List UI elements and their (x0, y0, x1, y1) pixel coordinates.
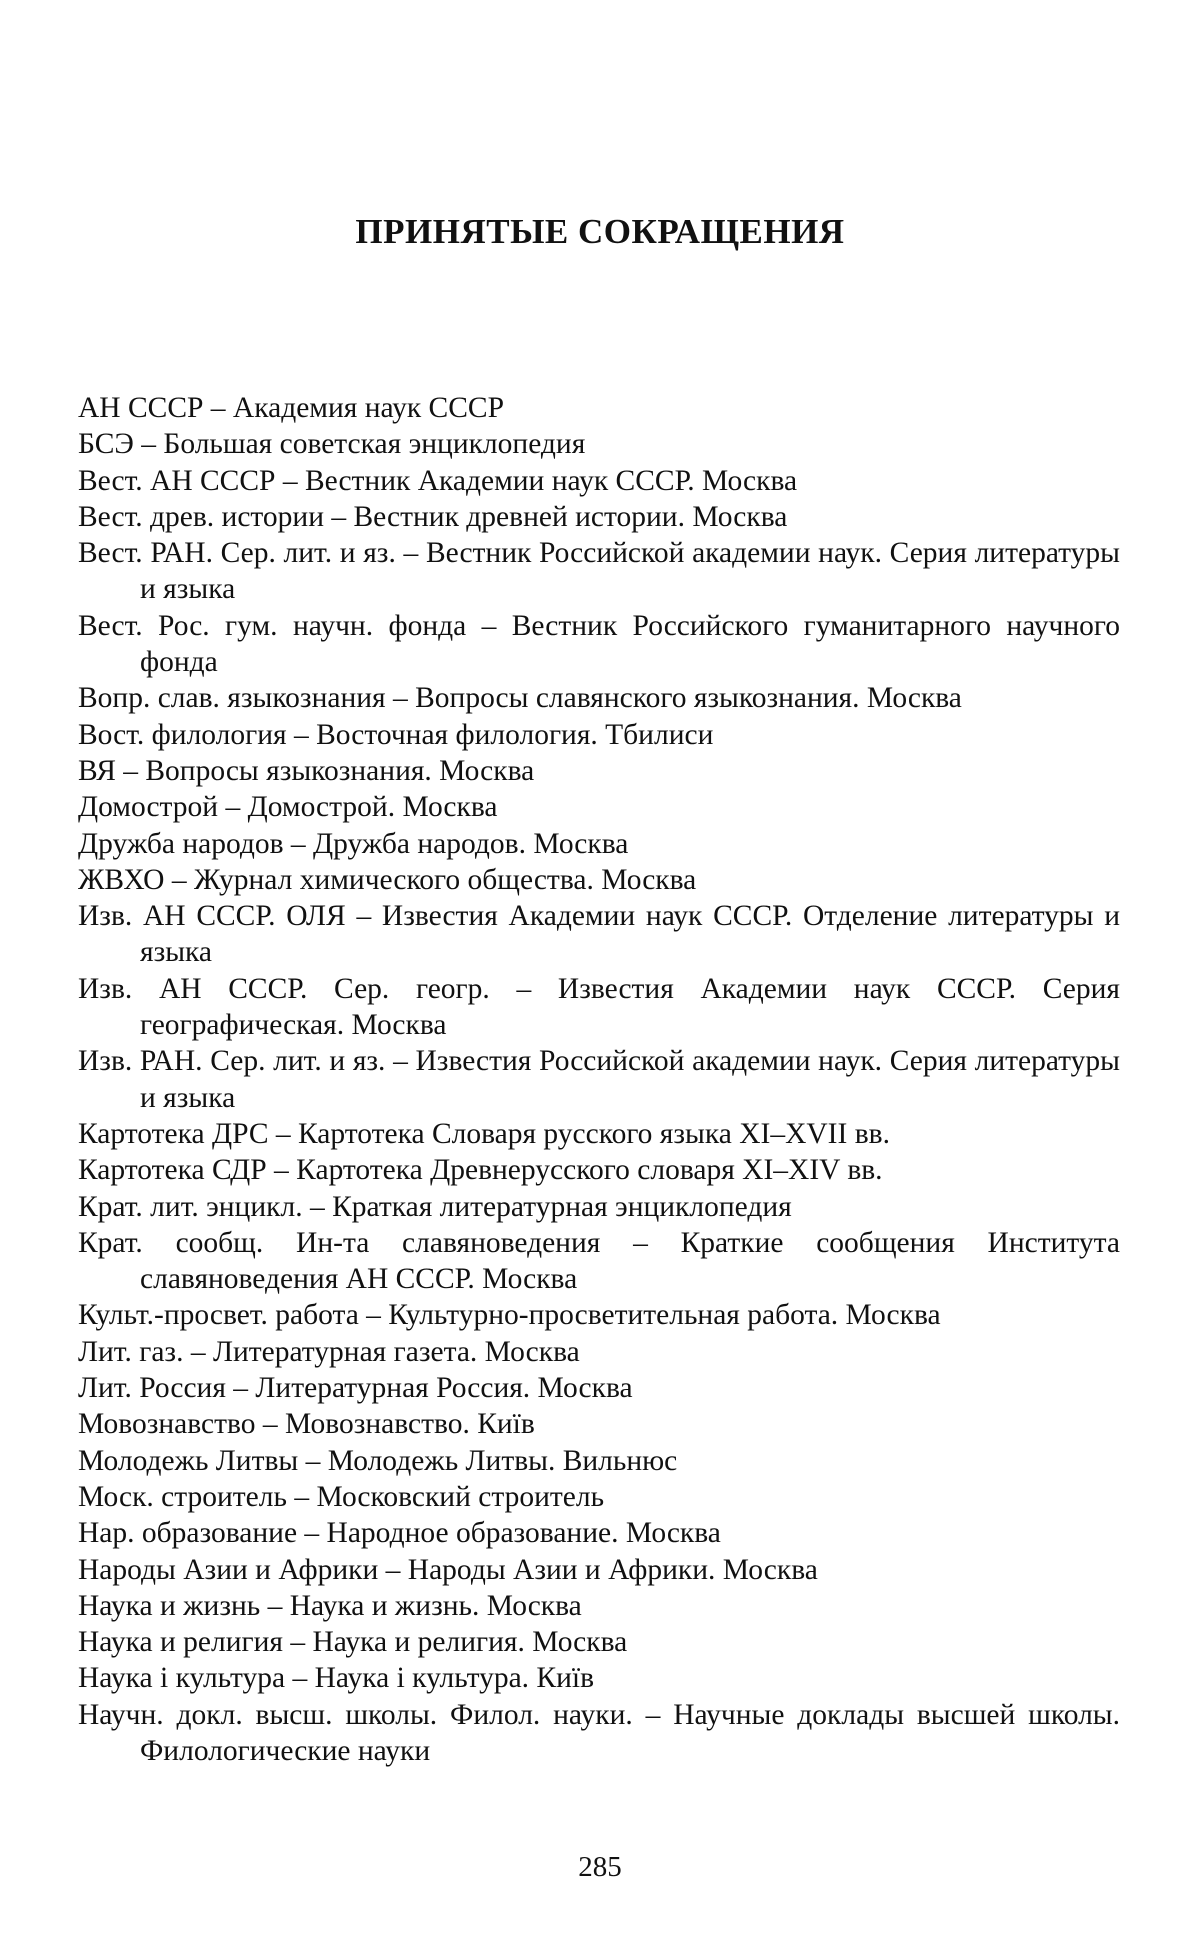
abbreviation-entry: Наука і культура – Наука і культура. Київ (78, 1662, 595, 1695)
abbreviation-entry: ЖВХО – Журнал химического общества. Москва (78, 863, 697, 896)
abbreviation-entry: Наука и жизнь – Наука и жизнь. Москва (78, 1589, 582, 1622)
abbreviation-entry: Молодежь Литвы – Молодежь Литвы. Вильнюс (78, 1444, 678, 1477)
abbreviation-entry: Вест. АН СССР – Вестник Академии наук СССР. Москва (78, 464, 798, 497)
abbreviation-entry: Лит. Россия – Литературная Россия. Москва (78, 1372, 633, 1405)
abbreviation-entry: Вест. РАН. Сер. лит. и яз. – Вестник Российской академии наук. Серия литературы и языка (78, 537, 1120, 606)
abbreviation-entry: Моск. строитель – Московский строитель (78, 1480, 605, 1513)
abbreviation-entry: Картотека ДРС – Картотека Словаря русского языка XI–XVII вв. (78, 1117, 890, 1150)
abbreviation-entry: Вост. филология – Восточная филология. Тбилиси (78, 718, 714, 751)
abbreviation-entry: Вест. Рос. гум. научн. фонда – Вестник Российского гуманитарного научного фонда (78, 609, 1120, 679)
abbreviation-entry: Изв. АН СССР. Сер. геогр. – Известия Академии наук СССР. Серия географическая. Москва (78, 972, 1120, 1042)
abbreviation-list (78, 390, 1120, 1769)
abbreviation-entry: Изв. АН СССР. ОЛЯ – Известия Академии наук СССР. Отделение литературы и языка (78, 900, 1120, 969)
abbreviation-entry: Лит. газ. – Литературная газета. Москва (78, 1335, 580, 1368)
abbreviation-entry: Дружба народов – Дружба народов. Москва (78, 827, 629, 860)
abbreviation-entry: Наука и религия – Наука и религия. Москва (78, 1626, 628, 1659)
abbreviation-entry: Домострой – Домострой. Москва (78, 791, 498, 824)
abbreviation-entry: БСЭ – Большая советская энциклопедия (78, 428, 586, 461)
abbreviation-entry: ВЯ – Вопросы языкознания. Москва (78, 754, 535, 787)
abbreviation-entry: Вест. древ. истории – Вестник древней истории. Москва (78, 500, 788, 533)
page-title: ПРИНЯТЫЕ СОКРАЩЕНИЯ (355, 212, 845, 251)
abbreviation-entry: Вопр. слав. языкознания – Вопросы славянского языкознания. Москва (78, 682, 962, 715)
abbreviation-entry: Народы Азии и Африки – Народы Азии и Африки. Москва (78, 1553, 818, 1586)
abbreviation-entry: Картотека СДР – Картотека Древнерусского словаря XI–XIV вв. (78, 1154, 883, 1187)
abbreviation-entry: Нар. образование – Народное образование. Москва (78, 1517, 721, 1550)
abbreviation-entry: Мовознавство – Мовознавство. Київ (78, 1408, 535, 1441)
abbreviation-entry: Культ.-просвет. работа – Культурно-просветительная работа. Москва (78, 1299, 941, 1332)
abbreviation-entry: Научн. докл. высш. школы. Филол. науки. – Научные доклады высшей школы. Филологические науки (78, 1698, 1120, 1767)
abbreviation-entry: Крат. лит. энцикл. – Краткая литературная энциклопедия (78, 1190, 792, 1223)
abbreviation-entry: Крат. сообщ. Ин-та славяноведения – Краткие сообщения Института славяноведения АН СССР. Москва (78, 1226, 1120, 1296)
abbreviation-entry: АН СССР – Академия наук СССР (78, 392, 504, 424)
page-number: 285 (578, 1851, 622, 1883)
abbreviation-entry: Изв. РАН. Сер. лит. и яз. – Известия Российской академии наук. Серия литературы и языка (78, 1045, 1120, 1114)
